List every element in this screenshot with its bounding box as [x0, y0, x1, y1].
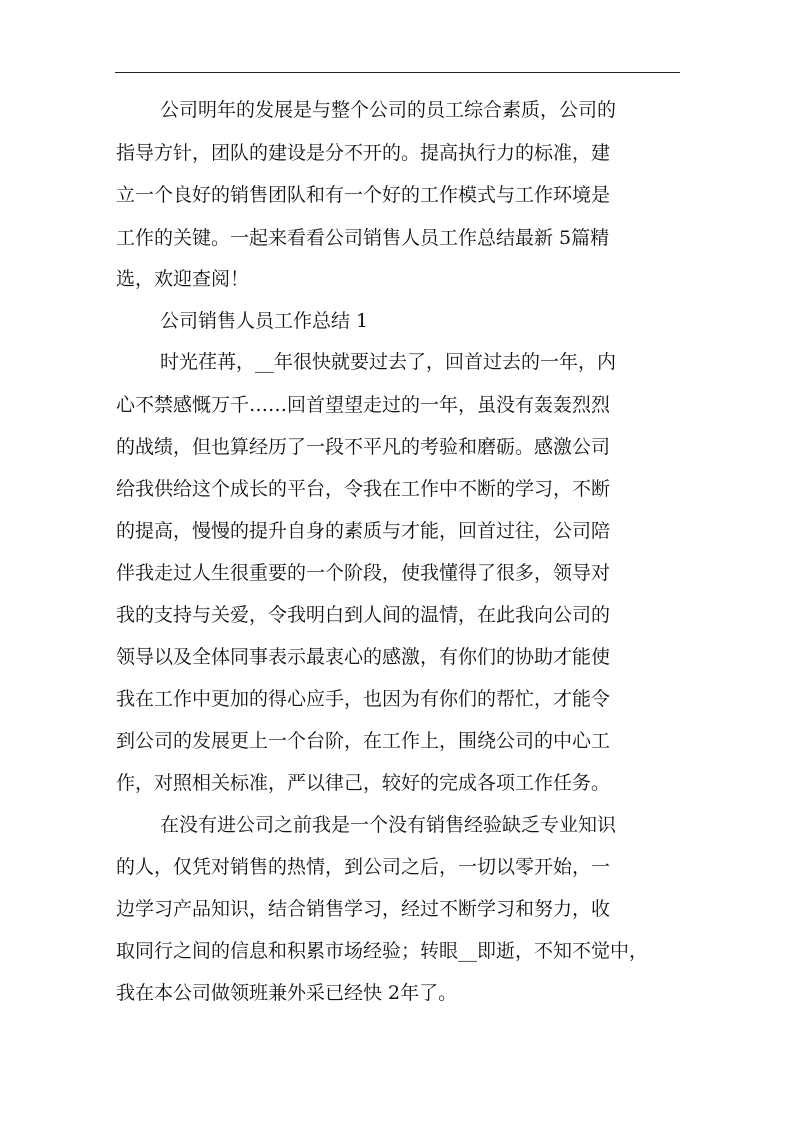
paragraph-line: 指导方针，团队的建设是分不开的。提高执行力的标准，建 — [116, 142, 611, 164]
paragraph-line: 选，欢迎查阅！ — [116, 268, 250, 290]
paragraph-line: 我在工作中更加的得心应手，也因为有你们的帮忙，才能令 — [116, 688, 611, 710]
paragraph-line: 的提高，慢慢的提升自身的素质与才能，回首过往，公司陪 — [116, 520, 611, 542]
paragraph-line: 时光荏苒，__年很快就要过去了，回首过去的一年，内 — [160, 351, 617, 373]
paragraph-line: 取同行之间的信息和积累市场经验；转眼__即逝，不知不觉中， — [116, 940, 649, 962]
paragraph-line: 我在本公司做领班兼外采已经快 2年了。 — [116, 982, 458, 1004]
paragraph-line: 的战绩，但也算经历了一段不平凡的考验和磨砺。感激公司 — [116, 436, 611, 458]
paragraph-line: 伴我走过人生很重要的一个阶段，使我懂得了很多，领导对 — [116, 562, 611, 584]
paragraph-line: 的人，仅凭对销售的热情，到公司之后，一切以零开始，一 — [116, 856, 611, 878]
paragraph-line: 边学习产品知识，结合销售学习，经过不断学习和努力，收 — [116, 898, 611, 920]
paragraph-line: 在没有进公司之前我是一个没有销售经验缺乏专业知识 — [160, 814, 617, 836]
paragraph-line: 作，对照相关标准，严以律己，较好的完成各项工作任务。 — [116, 772, 611, 794]
paragraph-line: 领导以及全体同事表示最衷心的感激，有你们的协助才能使 — [116, 646, 611, 668]
paragraph-line: 我的支持与关爱，令我明白到人间的温情，在此我向公司的 — [116, 604, 611, 626]
paragraph-line: 到公司的发展更上一个台阶，在工作上，围绕公司的中心工 — [116, 730, 611, 752]
header-rule — [115, 72, 680, 73]
section-heading: 公司销售人员工作总结 1 — [160, 310, 369, 332]
paragraph-line: 公司明年的发展是与整个公司的员工综合素质，公司的 — [160, 99, 617, 121]
paragraph-line: 立一个良好的销售团队和有一个好的工作模式与工作环境是 — [116, 184, 611, 206]
paragraph-line: 工作的关键。一起来看看公司销售人员工作总结最新 5篇精 — [116, 227, 610, 249]
paragraph-line: 给我供给这个成长的平台，令我在工作中不断的学习，不断 — [116, 478, 611, 500]
paragraph-line: 心不禁感慨万千……回首望望走过的一年，虽没有轰轰烈烈 — [116, 394, 611, 416]
